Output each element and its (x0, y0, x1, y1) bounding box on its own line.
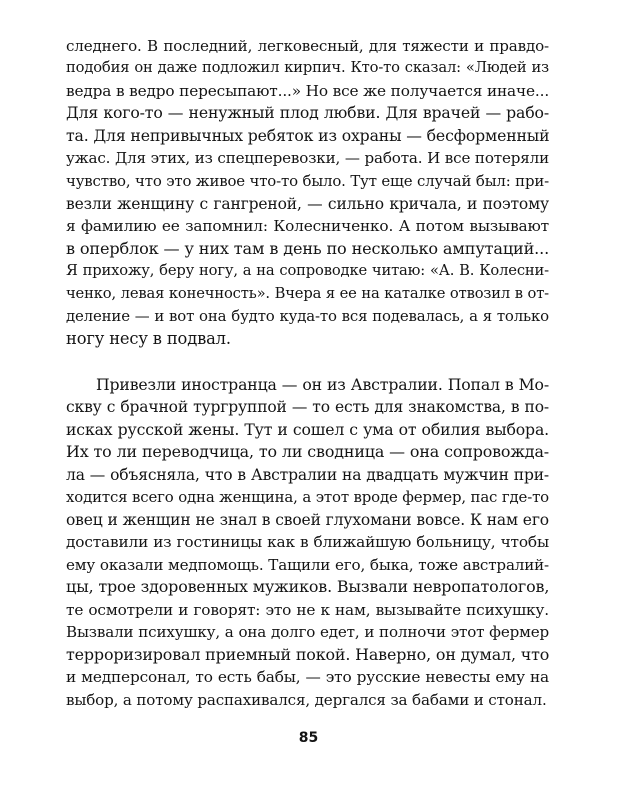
text-line: Их то ли переводчица, то ли сводница — она сопровожда- (66, 442, 549, 461)
text-line: чувство, что это живое что-то было. Тут еще случай был: при- (66, 172, 549, 190)
text-line: овец и женщин не знал в своей глухомани вовсе. К нам его (66, 511, 549, 529)
text-line: Я прихожу, беру ногу, а на сопроводке читаю: «А. В. Колесни- (66, 262, 549, 279)
page-number: 85 (298, 730, 319, 746)
text-line: ченко, левая конечность». Вчера я ее на каталке отвозил в от- (66, 285, 549, 302)
text-line: доставили из гостиницы как в ближайшую больницу, чтобы (66, 533, 549, 551)
text-line: Привезли иностранца — он из Австралии. Попал в Мо- (96, 375, 549, 394)
text-line: цы, трое здоровенных мужиков. Вызвали невропатологов, (66, 577, 550, 596)
text-line: подобия он даже подложил кирпич. Кто-то сказал: «Людей из (66, 59, 549, 76)
text-line: ногу несу в подвал. (66, 329, 231, 348)
text-line: выбор, а потому распахивался, дергался за бабами и стонал. (66, 691, 547, 709)
text-line: Для кого-то — ненужный плод любви. Для врачей — рабо- (66, 103, 549, 122)
text-line: ужас. Для этих, из спецперевозки, — работа. И все потеряли (66, 149, 549, 167)
text-line: исках русской жены. Тут и сошел с ума от обилия выбора. (66, 420, 549, 439)
text-line: Вызвали психушку, а она долго едет, и полночи этот фермер (66, 623, 549, 641)
text-line: и медперсонал, то есть бабы, — это русские невесты ему на (66, 668, 549, 686)
text-line: следнего. В последний, легковесный, для тяжести и правдо- (66, 37, 549, 55)
text-line: ла — объясняла, что в Австралии на двадцать мужчин при- (66, 466, 549, 484)
text-line: везли женщину с гангреной, — сильно кричала, и поэтому (66, 195, 549, 213)
text-line: деление — и вот она будто куда-то вся подевалась, а я только (66, 307, 549, 325)
text-line: ему оказали медпомощь. Тащили его, быка, тоже австралий- (66, 556, 549, 574)
text-line: те осмотрели и говорят: это не к нам, вызывайте психушку. (66, 601, 549, 619)
text-line: ведра в ведро пересыпают...» Но все же получается иначе... (66, 82, 550, 100)
text-line: в оперблок — у них там в день по несколько ампутаций... (66, 239, 550, 258)
text-line: я фамилию ее запомнил: Колесниченко. А потом вызывают (66, 217, 549, 235)
text-line: ходится всего одна женщина, а этот вроде фермер, пас где-то (66, 488, 549, 506)
text-line: та. Для непривычных ребяток из охраны — бесформенный (66, 126, 550, 145)
text-line: скву с брачной тургруппой — то есть для знакомства, в по- (66, 398, 549, 416)
text-line: терроризировал приемный покой. Наверно, он думал, что (66, 645, 550, 664)
